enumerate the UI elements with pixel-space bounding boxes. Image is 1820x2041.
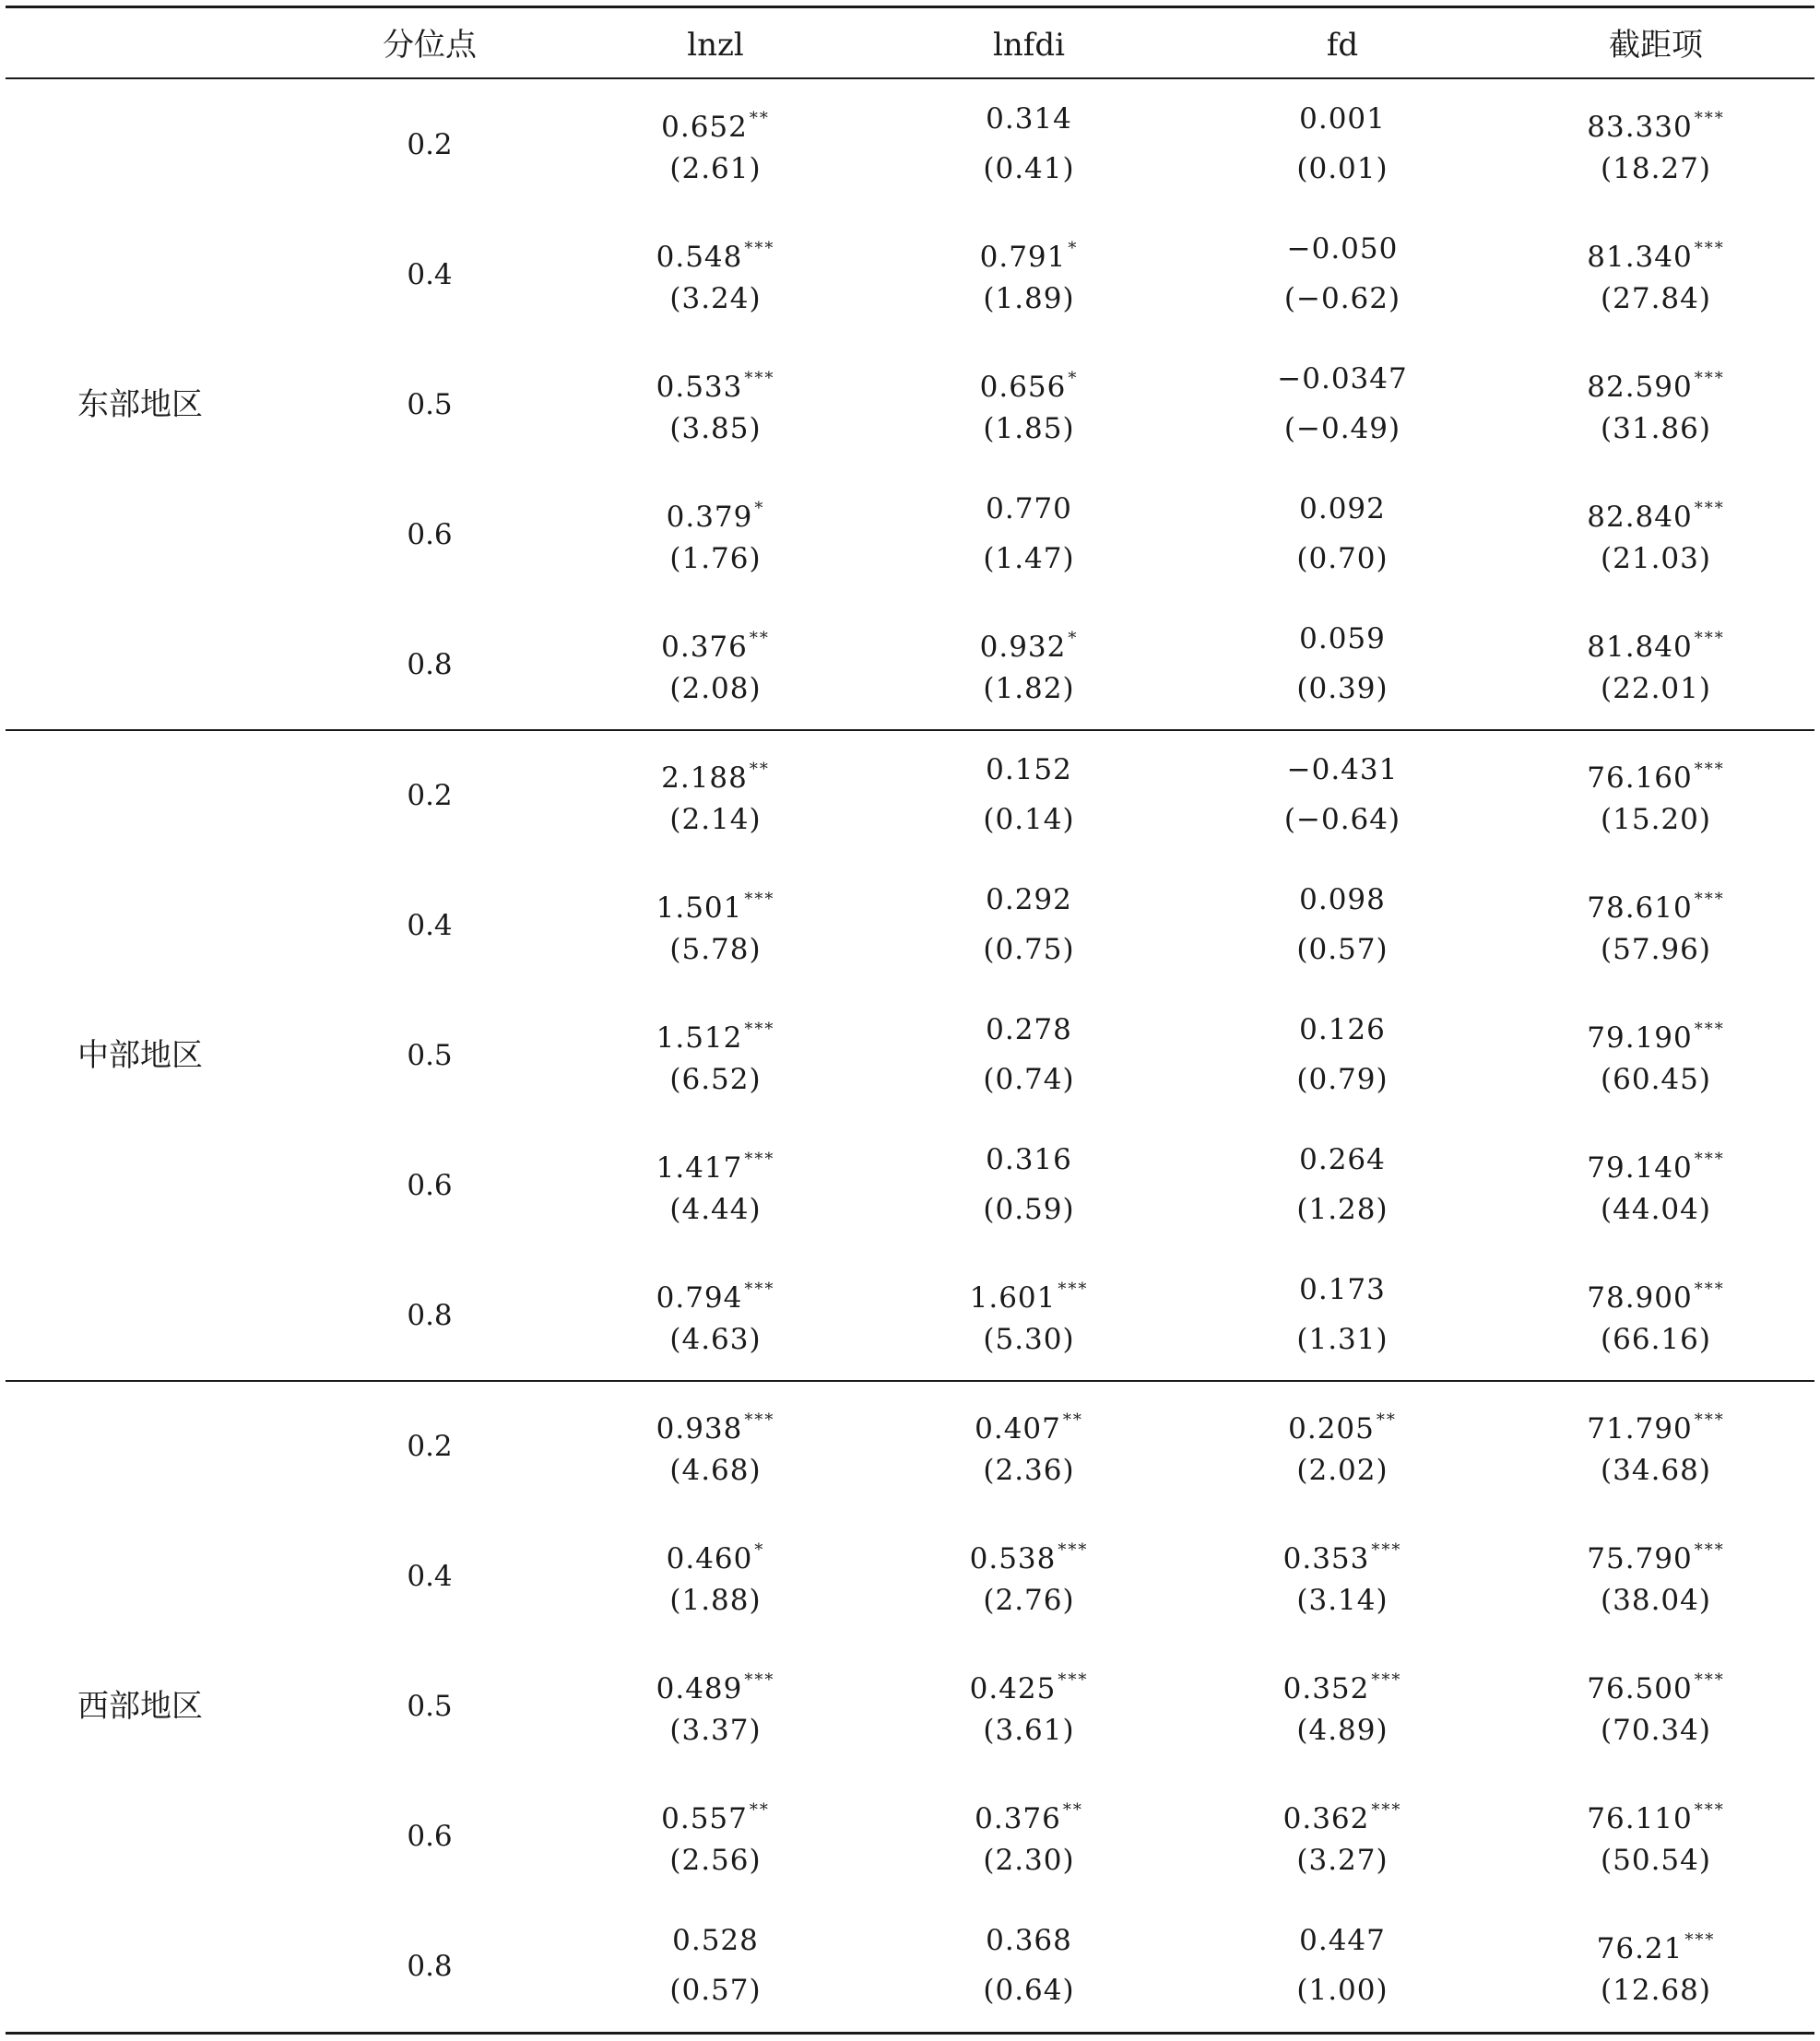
t-statistic-cell: (0.79) bbox=[1296, 1062, 1389, 1096]
quantile-cell: 0.6 bbox=[407, 1169, 453, 1203]
t-statistic-cell: (44.04) bbox=[1601, 1193, 1711, 1227]
coefficient-cell bbox=[1223, 1011, 1462, 1048]
significance-stars: *** bbox=[744, 889, 775, 909]
header-lnzl: lnzl bbox=[687, 27, 744, 64]
coefficient-value: 78.610 bbox=[1587, 891, 1693, 925]
coefficient-value: 0.352 bbox=[1282, 1671, 1370, 1705]
t-statistic-cell: (2.76) bbox=[983, 1583, 1075, 1617]
t-statistic-cell: (4.89) bbox=[1296, 1713, 1389, 1747]
coefficient-value: 0.656 bbox=[979, 370, 1067, 404]
coefficient-cell bbox=[1536, 1792, 1776, 1837]
quantile-cell: 0.2 bbox=[407, 1429, 453, 1463]
coefficient-cell bbox=[596, 1011, 835, 1056]
coefficient-cell bbox=[909, 1141, 1149, 1178]
coefficient-cell bbox=[596, 1532, 835, 1577]
significance-stars: *** bbox=[1694, 759, 1725, 779]
coefficient-cell bbox=[909, 100, 1149, 137]
significance-stars: *** bbox=[1694, 1800, 1725, 1821]
coefficient-value: 0.376 bbox=[975, 1802, 1061, 1836]
coefficient-value: 0.316 bbox=[986, 1143, 1072, 1177]
table-row bbox=[6, 1251, 1814, 1381]
coefficient-cell bbox=[909, 1402, 1149, 1447]
coefficient-value: 0.278 bbox=[986, 1012, 1072, 1046]
coefficient-cell bbox=[909, 620, 1149, 666]
header-intercept: 截距项 bbox=[1609, 27, 1703, 64]
coefficient-value: 81.340 bbox=[1587, 240, 1693, 274]
coefficient-value: 0.407 bbox=[975, 1411, 1061, 1445]
t-statistic-cell: (31.86) bbox=[1601, 411, 1711, 445]
coefficient-cell bbox=[1223, 1271, 1462, 1308]
significance-stars: *** bbox=[744, 1150, 775, 1170]
t-statistic-cell: (2.08) bbox=[669, 672, 762, 706]
quantile-cell: 0.6 bbox=[407, 1820, 453, 1854]
coefficient-cell bbox=[1536, 1141, 1776, 1186]
coefficient-value: 0.264 bbox=[1299, 1143, 1386, 1177]
coefficient-cell bbox=[909, 490, 1149, 527]
quantile-cell: 0.8 bbox=[407, 1950, 453, 1984]
significance-stars: *** bbox=[1371, 1669, 1402, 1690]
table-row bbox=[6, 1381, 1814, 1511]
coefficient-value: 0.652 bbox=[661, 110, 748, 144]
significance-stars: *** bbox=[1694, 368, 1725, 388]
t-statistic-cell: (0.57) bbox=[669, 1974, 762, 2008]
coefficient-value: 0.368 bbox=[986, 1924, 1072, 1958]
coefficient-cell bbox=[1223, 1141, 1462, 1178]
coefficient-value: 0.126 bbox=[1299, 1012, 1386, 1046]
quantile-cell: 0.4 bbox=[407, 908, 453, 942]
coefficient-cell bbox=[909, 1662, 1149, 1707]
t-statistic-cell: (12.68) bbox=[1601, 1974, 1711, 2008]
coefficient-cell bbox=[1223, 1402, 1462, 1447]
coefficient-cell bbox=[596, 230, 835, 276]
t-statistic-cell: (2.14) bbox=[669, 802, 762, 836]
t-statistic-cell: (0.57) bbox=[1296, 932, 1389, 966]
coefficient-value: 0.092 bbox=[1299, 492, 1386, 526]
t-statistic-cell: (34.68) bbox=[1601, 1453, 1711, 1487]
coefficient-value: 0.557 bbox=[661, 1802, 748, 1836]
coefficient-cell bbox=[596, 360, 835, 406]
coefficient-value: 0.538 bbox=[969, 1541, 1057, 1575]
coefficient-cell bbox=[1223, 881, 1462, 918]
significance-stars: *** bbox=[1694, 1150, 1725, 1170]
coefficient-value: 79.190 bbox=[1587, 1020, 1693, 1055]
coefficient-cell bbox=[596, 1402, 835, 1447]
t-statistic-cell: (3.85) bbox=[669, 411, 762, 445]
t-statistic-cell: (1.00) bbox=[1296, 1974, 1389, 2008]
coefficient-value: 0.791 bbox=[979, 240, 1067, 274]
table-row bbox=[6, 600, 1814, 730]
coefficient-cell bbox=[909, 1792, 1149, 1837]
significance-stars: *** bbox=[1058, 1280, 1089, 1300]
coefficient-value: 0.205 bbox=[1288, 1411, 1375, 1445]
coefficient-value: 2.188 bbox=[661, 761, 748, 795]
t-statistic-cell: (1.47) bbox=[983, 542, 1075, 576]
coefficient-cell bbox=[909, 751, 1149, 788]
coefficient-cell bbox=[1536, 620, 1776, 666]
coefficient-value: 82.590 bbox=[1587, 370, 1693, 404]
table-row bbox=[6, 79, 1814, 209]
significance-stars: *** bbox=[1694, 108, 1725, 128]
significance-stars: ** bbox=[1062, 1410, 1083, 1430]
coefficient-cell bbox=[909, 1922, 1149, 1959]
coefficient-value: 75.790 bbox=[1587, 1541, 1693, 1575]
significance-stars: *** bbox=[744, 238, 775, 258]
coefficient-value: 1.512 bbox=[656, 1020, 743, 1055]
t-statistic-cell: (3.27) bbox=[1296, 1844, 1389, 1878]
coefficient-cell bbox=[909, 360, 1149, 406]
significance-stars: *** bbox=[1371, 1540, 1402, 1560]
coefficient-cell bbox=[596, 1922, 835, 1959]
table-row bbox=[6, 1772, 1814, 1902]
quantile-cell: 0.2 bbox=[407, 778, 453, 812]
t-statistic-cell: (2.56) bbox=[669, 1844, 762, 1878]
header-row bbox=[6, 11, 1814, 79]
table-row bbox=[6, 730, 1814, 860]
t-statistic-cell: (0.39) bbox=[1296, 672, 1389, 706]
coefficient-value: 76.110 bbox=[1587, 1802, 1693, 1836]
coefficient-value: 0.770 bbox=[986, 492, 1072, 526]
t-statistic-cell: (27.84) bbox=[1601, 281, 1711, 315]
t-statistic-cell: (−0.64) bbox=[1283, 802, 1401, 836]
significance-stars: *** bbox=[1694, 1669, 1725, 1690]
significance-stars: *** bbox=[1694, 499, 1725, 519]
coefficient-value: −0.0347 bbox=[1277, 361, 1408, 395]
t-statistic-cell: (0.74) bbox=[983, 1062, 1075, 1096]
coefficient-cell bbox=[1536, 100, 1776, 146]
coefficient-cell bbox=[596, 100, 835, 146]
coefficient-cell bbox=[909, 230, 1149, 276]
t-statistic-cell: (1.89) bbox=[983, 281, 1075, 315]
significance-stars: * bbox=[1068, 629, 1079, 649]
table-row bbox=[6, 990, 1814, 1120]
t-statistic-cell: (22.01) bbox=[1601, 672, 1711, 706]
t-statistic-cell: (66.16) bbox=[1601, 1323, 1711, 1357]
significance-stars: *** bbox=[744, 1410, 775, 1430]
coefficient-cell bbox=[1223, 1532, 1462, 1577]
t-statistic-cell: (4.63) bbox=[669, 1323, 762, 1357]
table-row bbox=[6, 1902, 1814, 2032]
quantile-cell: 0.5 bbox=[407, 1038, 453, 1072]
table-row bbox=[6, 1641, 1814, 1771]
significance-stars: *** bbox=[1684, 1930, 1716, 1951]
significance-stars: *** bbox=[744, 1280, 775, 1300]
coefficient-value: 82.840 bbox=[1587, 501, 1693, 535]
quantile-cell: 0.4 bbox=[407, 1559, 453, 1593]
t-statistic-cell: (2.36) bbox=[983, 1453, 1075, 1487]
coefficient-value: 0.794 bbox=[656, 1281, 743, 1315]
coefficient-value: 76.160 bbox=[1587, 761, 1693, 795]
coefficient-cell bbox=[1536, 881, 1776, 926]
coefficient-value: 0.932 bbox=[979, 631, 1067, 665]
t-statistic-cell: (5.30) bbox=[983, 1323, 1075, 1357]
t-statistic-cell: (0.41) bbox=[983, 151, 1075, 185]
significance-stars: *** bbox=[1694, 238, 1725, 258]
significance-stars: *** bbox=[1694, 1540, 1725, 1560]
coefficient-value: 0.548 bbox=[656, 240, 743, 274]
table-row bbox=[6, 860, 1814, 990]
significance-stars: ** bbox=[1376, 1410, 1397, 1430]
significance-stars: *** bbox=[1694, 629, 1725, 649]
coefficient-value: 0.292 bbox=[986, 882, 1072, 916]
coefficient-value: 0.447 bbox=[1299, 1924, 1386, 1958]
coefficient-value: 0.353 bbox=[1282, 1541, 1370, 1575]
coefficient-cell bbox=[596, 620, 835, 666]
t-statistic-cell: (3.14) bbox=[1296, 1583, 1389, 1617]
t-statistic-cell: (70.34) bbox=[1601, 1713, 1711, 1747]
coefficient-value: 0.425 bbox=[969, 1671, 1057, 1705]
t-statistic-cell: (60.45) bbox=[1601, 1062, 1711, 1096]
coefficient-cell bbox=[909, 1532, 1149, 1577]
table-row bbox=[6, 1121, 1814, 1251]
quantile-cell: 0.6 bbox=[407, 518, 453, 552]
significance-stars: ** bbox=[749, 759, 770, 779]
coefficient-cell bbox=[1536, 1662, 1776, 1707]
coefficient-value: 0.362 bbox=[1282, 1802, 1370, 1836]
coefficient-value: 83.330 bbox=[1587, 110, 1693, 144]
coefficient-value: 0.001 bbox=[1299, 101, 1386, 136]
coefficient-cell bbox=[1536, 230, 1776, 276]
t-statistic-cell: (−0.49) bbox=[1283, 411, 1401, 445]
table-row bbox=[6, 209, 1814, 339]
table-row bbox=[6, 470, 1814, 600]
coefficient-cell bbox=[1223, 751, 1462, 788]
t-statistic-cell: (0.70) bbox=[1296, 542, 1389, 576]
header-fd: fd bbox=[1326, 27, 1359, 64]
quantile-cell: 0.5 bbox=[407, 387, 453, 421]
significance-stars: *** bbox=[744, 1019, 775, 1039]
coefficient-value: 0.376 bbox=[661, 631, 748, 665]
coefficient-value: 1.601 bbox=[969, 1281, 1057, 1315]
coefficient-value: 0.098 bbox=[1299, 882, 1386, 916]
t-statistic-cell: (1.88) bbox=[669, 1583, 762, 1617]
t-statistic-cell: (−0.62) bbox=[1283, 281, 1401, 315]
coefficient-cell bbox=[1536, 360, 1776, 406]
coefficient-cell bbox=[596, 1662, 835, 1707]
significance-stars: * bbox=[754, 499, 765, 519]
t-statistic-cell: (1.82) bbox=[983, 672, 1075, 706]
significance-stars: *** bbox=[1694, 1019, 1725, 1039]
t-statistic-cell: (0.01) bbox=[1296, 151, 1389, 185]
coefficient-value: 0.152 bbox=[986, 752, 1072, 786]
t-statistic-cell: (21.03) bbox=[1601, 542, 1711, 576]
coefficient-value: 76.21 bbox=[1596, 1932, 1684, 1966]
t-statistic-cell: (2.30) bbox=[983, 1844, 1075, 1878]
region-east-label: 东部地区 bbox=[77, 386, 203, 423]
coefficient-value: 0.460 bbox=[666, 1541, 753, 1575]
significance-stars: ** bbox=[749, 108, 770, 128]
header-quantile: 分位点 bbox=[383, 27, 477, 64]
t-statistic-cell: (18.27) bbox=[1601, 151, 1711, 185]
coefficient-cell bbox=[1536, 1532, 1776, 1577]
quantile-cell: 0.4 bbox=[407, 257, 453, 291]
coefficient-value: −0.050 bbox=[1286, 231, 1399, 265]
coefficient-value: 78.900 bbox=[1587, 1281, 1693, 1315]
coefficient-value: 0.173 bbox=[1299, 1273, 1386, 1307]
t-statistic-cell: (4.44) bbox=[669, 1193, 762, 1227]
coefficient-cell bbox=[596, 881, 835, 926]
region-west-label: 西部地区 bbox=[77, 1688, 203, 1725]
coefficient-cell bbox=[596, 1271, 835, 1316]
coefficient-value: 0.059 bbox=[1299, 622, 1386, 656]
coefficient-cell bbox=[1223, 230, 1462, 267]
significance-stars: *** bbox=[1371, 1800, 1402, 1821]
t-statistic-cell: (0.75) bbox=[983, 932, 1075, 966]
t-statistic-cell: (2.02) bbox=[1296, 1453, 1389, 1487]
coefficient-value: 1.417 bbox=[656, 1151, 743, 1186]
significance-stars: * bbox=[754, 1540, 765, 1560]
significance-stars: ** bbox=[1062, 1800, 1083, 1821]
quantile-cell: 0.2 bbox=[407, 127, 453, 161]
coefficient-cell bbox=[1223, 1792, 1462, 1837]
significance-stars: *** bbox=[744, 1669, 775, 1690]
coefficient-value: 81.840 bbox=[1587, 631, 1693, 665]
coefficient-value: −0.431 bbox=[1286, 752, 1399, 786]
significance-stars: *** bbox=[1694, 1280, 1725, 1300]
coefficient-value: 79.140 bbox=[1587, 1151, 1693, 1186]
t-statistic-cell: (3.61) bbox=[983, 1713, 1075, 1747]
significance-stars: *** bbox=[1058, 1669, 1089, 1690]
top-rule bbox=[6, 6, 1814, 8]
coefficient-cell bbox=[909, 1271, 1149, 1316]
quantile-cell: 0.5 bbox=[407, 1689, 453, 1723]
coefficient-cell bbox=[1223, 100, 1462, 137]
coefficient-cell bbox=[909, 881, 1149, 918]
bottom-rule bbox=[6, 2032, 1814, 2035]
region-central-label: 中部地区 bbox=[77, 1037, 203, 1074]
coefficient-cell bbox=[1536, 1922, 1776, 1967]
t-statistic-cell: (1.28) bbox=[1296, 1193, 1389, 1227]
t-statistic-cell: (1.85) bbox=[983, 411, 1075, 445]
coefficient-cell bbox=[1536, 1402, 1776, 1447]
significance-stars: *** bbox=[1694, 889, 1725, 909]
coefficient-cell bbox=[1223, 1662, 1462, 1707]
table-row bbox=[6, 1511, 1814, 1641]
coefficient-cell bbox=[1536, 751, 1776, 796]
coefficient-cell bbox=[596, 490, 835, 536]
significance-stars: ** bbox=[749, 629, 770, 649]
coefficient-cell bbox=[1536, 490, 1776, 536]
t-statistic-cell: (3.24) bbox=[669, 281, 762, 315]
t-statistic-cell: (3.37) bbox=[669, 1713, 762, 1747]
coefficient-cell bbox=[1223, 490, 1462, 527]
coefficient-cell bbox=[1223, 360, 1462, 397]
coefficient-cell bbox=[1223, 620, 1462, 657]
coefficient-cell bbox=[596, 1141, 835, 1186]
coefficient-cell bbox=[1536, 1271, 1776, 1316]
table-row bbox=[6, 339, 1814, 469]
quantile-cell: 0.8 bbox=[407, 1299, 453, 1333]
t-statistic-cell: (0.14) bbox=[983, 802, 1075, 836]
quantile-cell: 0.8 bbox=[407, 648, 453, 682]
coefficient-cell bbox=[909, 1011, 1149, 1048]
t-statistic-cell: (0.64) bbox=[983, 1974, 1075, 2008]
t-statistic-cell: (1.31) bbox=[1296, 1323, 1389, 1357]
coefficient-cell bbox=[596, 751, 835, 796]
coefficient-cell bbox=[1536, 1011, 1776, 1056]
coefficient-value: 0.314 bbox=[986, 101, 1072, 136]
header-lnfdi: lnfdi bbox=[993, 27, 1065, 64]
t-statistic-cell: (50.54) bbox=[1601, 1844, 1711, 1878]
t-statistic-cell: (2.61) bbox=[669, 151, 762, 185]
t-statistic-cell: (5.78) bbox=[669, 932, 762, 966]
significance-stars: *** bbox=[1058, 1540, 1089, 1560]
coefficient-value: 0.489 bbox=[656, 1671, 743, 1705]
t-statistic-cell: (6.52) bbox=[669, 1062, 762, 1096]
t-statistic-cell: (38.04) bbox=[1601, 1583, 1711, 1617]
coefficient-value: 0.379 bbox=[666, 501, 753, 535]
significance-stars: *** bbox=[1694, 1410, 1725, 1430]
t-statistic-cell: (57.96) bbox=[1601, 932, 1711, 966]
significance-stars: * bbox=[1068, 368, 1079, 388]
significance-stars: ** bbox=[749, 1800, 770, 1821]
significance-stars: * bbox=[1068, 238, 1079, 258]
t-statistic-cell: (15.20) bbox=[1601, 802, 1711, 836]
coefficient-value: 0.528 bbox=[672, 1924, 759, 1958]
t-statistic-cell: (4.68) bbox=[669, 1453, 762, 1487]
significance-stars: *** bbox=[744, 368, 775, 388]
coefficient-value: 76.500 bbox=[1587, 1671, 1693, 1705]
t-statistic-cell: (1.76) bbox=[669, 542, 762, 576]
coefficient-value: 0.533 bbox=[656, 370, 743, 404]
coefficient-value: 1.501 bbox=[656, 891, 743, 925]
coefficient-value: 71.790 bbox=[1587, 1411, 1693, 1445]
coefficient-value: 0.938 bbox=[656, 1411, 743, 1445]
coefficient-cell bbox=[1223, 1922, 1462, 1959]
coefficient-cell bbox=[596, 1792, 835, 1837]
t-statistic-cell: (0.59) bbox=[983, 1193, 1075, 1227]
